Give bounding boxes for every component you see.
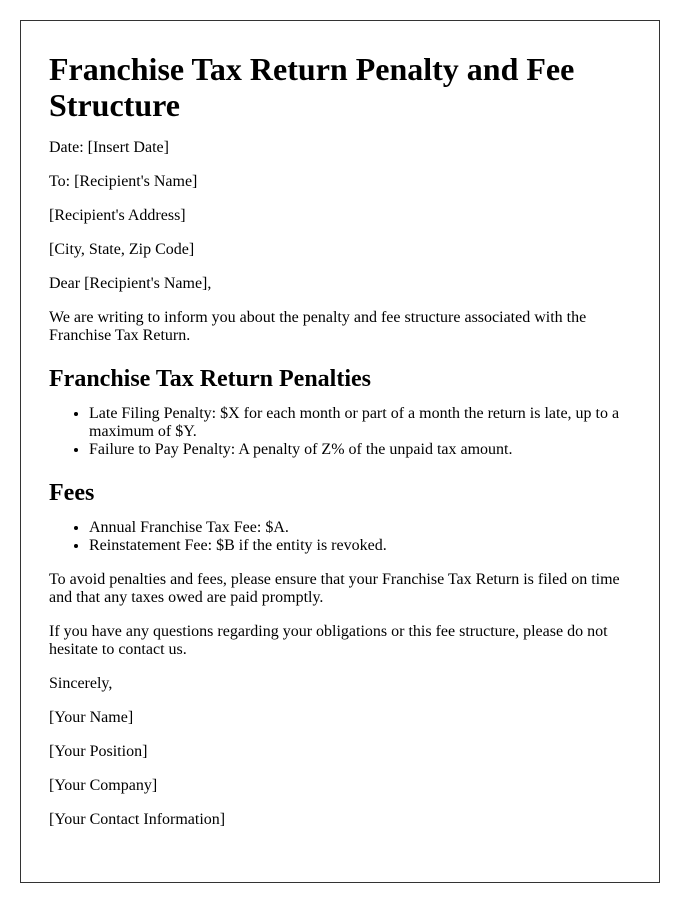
- recipient-name-line: To: [Recipient's Name]: [49, 173, 198, 190]
- penalties-list: [49, 405, 631, 459]
- list-item: • Reinstatement Fee: $B if the entity is revoked.: [89, 537, 631, 555]
- questions-paragraph: If you have any questions regarding your obligations or this fee structure, please do not hesitate to contact us.: [49, 623, 608, 658]
- penalties-heading: Franchise Tax Return Penalties: [49, 366, 371, 392]
- recipient-city-line: [City, State, Zip Code]: [49, 241, 195, 258]
- signature-company: [Your Company]: [49, 777, 158, 794]
- salutation: Dear [Recipient's Name],: [49, 275, 212, 292]
- signature-contact: [Your Contact Information]: [49, 811, 226, 828]
- date-line: Date: [Insert Date]: [49, 139, 169, 156]
- list-item: • Late Filing Penalty: $X for each month or part of a month the return is late, up to a maximum of $Y.: [89, 405, 631, 441]
- signature-name: [Your Name]: [49, 709, 134, 726]
- recipient-address-line: [Recipient's Address]: [49, 207, 186, 224]
- signature-position: [Your Position]: [49, 743, 148, 760]
- fees-heading: Fees: [49, 480, 95, 506]
- avoid-paragraph: To avoid penalties and fees, please ensure that your Franchise Tax Return is filed on time and that any taxes owed are paid promptly.: [49, 571, 620, 606]
- list-item: • Annual Franchise Tax Fee: $A.: [89, 519, 631, 537]
- intro-paragraph: We are writing to inform you about the penalty and fee structure associated with the Franchise Tax Return.: [49, 309, 587, 344]
- letter-page: [20, 20, 660, 883]
- letter-title: Franchise Tax Return Penalty and Fee Structure: [49, 51, 575, 123]
- closing: Sincerely,: [49, 675, 113, 692]
- fees-list: [49, 519, 631, 555]
- list-item: • Failure to Pay Penalty: A penalty of Z% of the unpaid tax amount.: [89, 441, 631, 459]
